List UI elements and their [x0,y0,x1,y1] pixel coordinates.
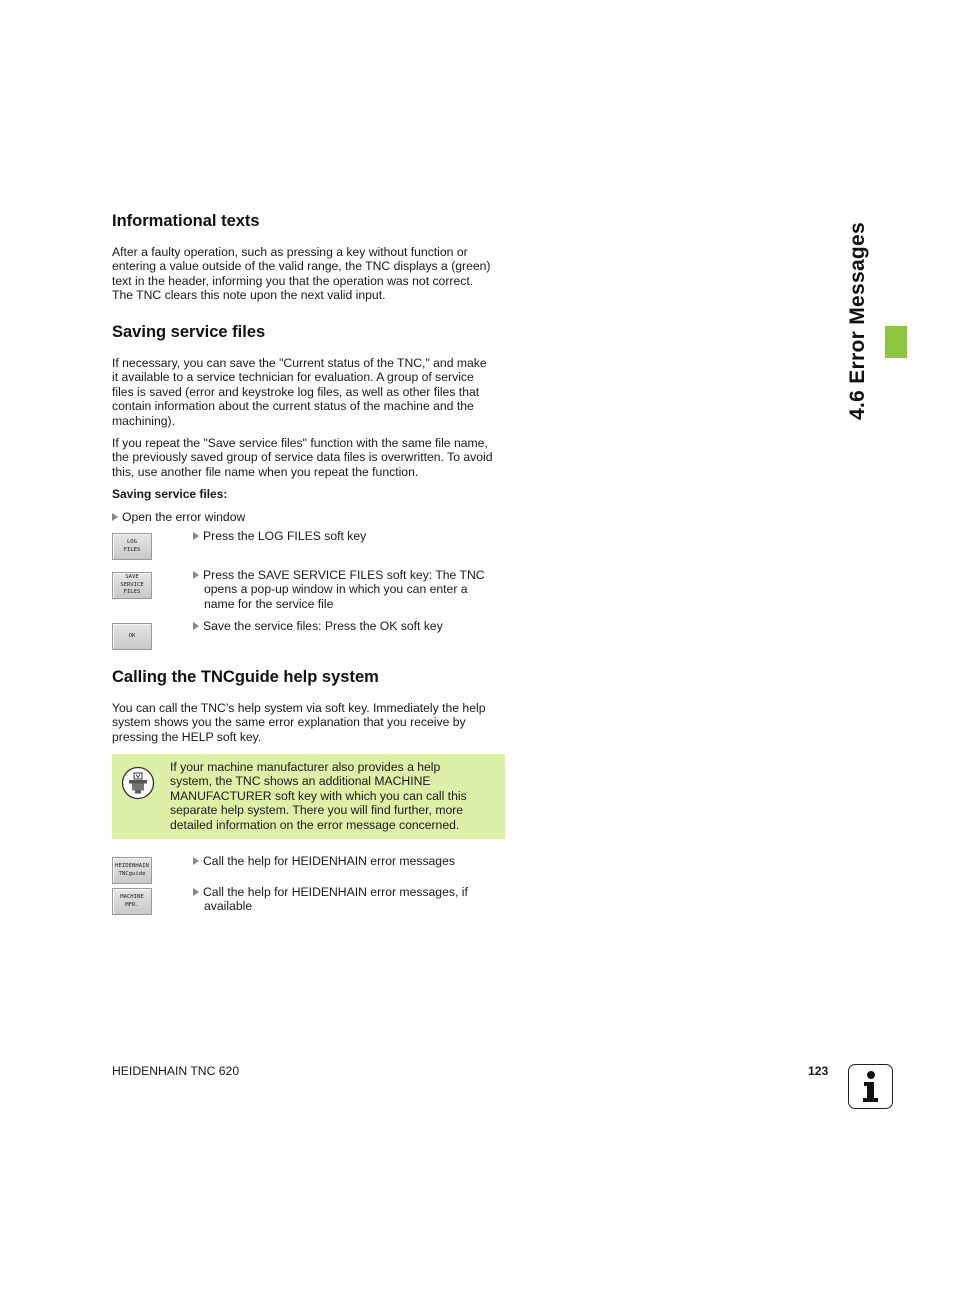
log-files-softkey[interactable]: LOG FILES [112,533,152,560]
machine-mfr-softkey[interactable]: MACHINE MFR. [112,888,152,915]
machine-manufacturer-icon [121,766,155,800]
text-line: the previously saved group of service data files is overwritten. To avoid [112,450,493,465]
text-line: separate help system. There you will find further, more [170,803,464,818]
text-line: text in the header, informing you that the operation was not correct. [112,273,474,288]
text-line: machining). [112,413,175,428]
text-line: this, use another file name when you repeat the function. [112,464,419,479]
step-text: opens a pop-up window in which you can enter a [204,582,468,597]
step-open-error-window [112,510,245,524]
step-text: available [204,899,253,914]
chapter-side-title: 4.6 Error Messages [846,221,869,420]
step-text: Open the error window [122,510,246,524]
text-line: system, the TNC shows an additional MACHINE [170,774,431,789]
step-press-save-service-files [193,568,485,611]
text-line: After a faulty operation, such as pressing a key without function or [112,245,468,259]
text-line: The TNC clears this note upon the next valid input. [112,288,386,303]
text-line: If you repeat the "Save service files" function with the same file name, [112,436,488,450]
tncguide-paragraph [112,701,485,744]
heading-informational-texts: Informational texts [112,212,260,230]
ok-softkey[interactable]: OK [112,623,152,650]
text-line: If necessary, you can save the "Current status of the TNC," and make [112,356,487,370]
arrow-bullet-icon [193,888,199,896]
text-line: You can call the TNC’s help system via soft key. Immediately the help [112,701,486,715]
step-text: Call the help for HEIDENHAIN error messages [203,854,455,868]
step-text: Call the help for HEIDENHAIN error messages, if [203,885,468,899]
heading-calling-tncguide: Calling the TNCguide help system [112,668,379,686]
info-icon [848,1064,893,1109]
text-line: If your machine manufacturer also provides a help [170,760,441,774]
arrow-bullet-icon [193,571,199,579]
heading-saving-service-files: Saving service files [112,323,266,341]
step-press-ok [193,619,443,633]
saving-paragraph-1 [112,356,487,428]
step-text: Save the service files: Press the OK soft key [203,619,443,633]
text-line: it available to a service technician for evaluation. A group of service [112,370,474,385]
text-line: system shows you the same error explanation that you receive by [112,715,466,730]
saving-paragraph-2 [112,436,493,479]
arrow-bullet-icon [112,513,118,521]
step-call-heidenhain-help [193,854,455,868]
step-text: Press the LOG FILES soft key [203,529,367,543]
text-line: entering a value outside of the valid range, the TNC displays a (green) [112,259,491,274]
save-service-files-softkey[interactable]: SAVE SERVICE FILES [112,572,152,599]
step-call-manufacturer-help [193,885,468,914]
text-line: files is saved (error and keystroke log files, as well as other files that [112,384,480,399]
info-glyph [849,1065,892,1108]
footer-product-name: HEIDENHAIN TNC 620 [112,1064,240,1078]
text-line: detailed information on the error message concerned. [170,817,460,832]
manufacturer-note-box [112,754,505,839]
text-line: pressing the HELP soft key. [112,729,262,744]
arrow-bullet-icon [193,622,199,630]
arrow-bullet-icon [193,532,199,540]
arrow-bullet-icon [193,857,199,865]
step-text: name for the service file [204,596,334,611]
text-line: contain information about the current status of the machine and the [112,399,474,414]
step-text: Press the SAVE SERVICE FILES soft key: The TNC [203,568,485,582]
chapter-tab-marker [885,326,907,358]
heidenhain-tncguide-softkey[interactable]: HEIDENHAIN TNCguide [112,857,152,884]
text-line: MANUFACTURER soft key with which you can call this [170,788,467,803]
procedure-label: Saving service files: [112,487,228,501]
page-number: 123 [808,1064,829,1078]
note-text [170,760,467,832]
informational-paragraph [112,245,491,303]
step-press-log-files [193,529,366,543]
